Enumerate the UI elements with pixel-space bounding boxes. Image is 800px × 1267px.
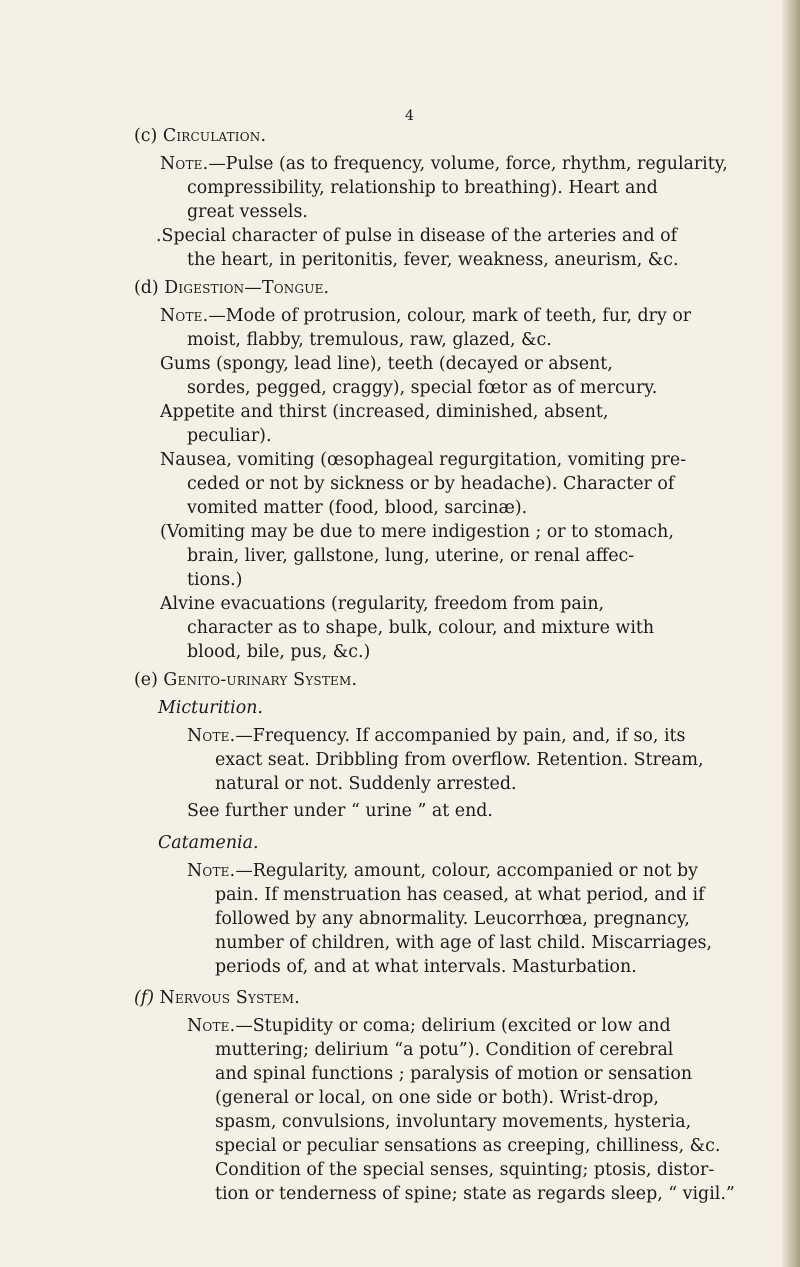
- text-line: Gums (spongy, lead line), teeth (decayed or absent,: [160, 354, 613, 374]
- page-edge: [782, 0, 800, 1267]
- text-line: number of children, with age of last child. Miscarriages,: [215, 933, 713, 953]
- text-line: Nausea, vomiting (œsophageal regurgitation, vomiting pre-: [160, 450, 687, 470]
- text-line: periods of, and at what intervals. Masturbation.: [215, 957, 637, 977]
- text-line: [187, 863, 698, 880]
- section-title: Genito-urinary System.: [163, 670, 358, 690]
- text-line: compressibility, relationship to breathing). Heart and: [187, 178, 658, 198]
- text-line: [160, 308, 691, 325]
- text-line: followed by any abnormality. Leucorrhœa, pregnancy,: [215, 909, 690, 929]
- text-line: pain. If menstruation has ceased, at what period, and if: [215, 885, 705, 905]
- text-line: the heart, in peritonitis, fever, weakness, aneurism, &c.: [187, 250, 679, 270]
- text-line: .Special character of pulse in disease of the arteries and of: [156, 226, 678, 246]
- note-text: —Frequency. If accompanied by pain, and, if so, its: [235, 726, 686, 746]
- text-line: moist, flabby, tremulous, raw, glazed, &c.: [187, 330, 552, 350]
- text-line: Alvine evacuations (regularity, freedom from pain,: [160, 594, 605, 614]
- text-line: (Vomiting may be due to mere indigestion ; or to stomach,: [160, 522, 674, 542]
- text-line: special or peculiar sensations as creeping, chilliness, &c.: [215, 1136, 721, 1156]
- text-line: character as to shape, bulk, colour, and mixture with: [187, 618, 655, 638]
- text-line: exact seat. Dribbling from overflow. Retention. Stream,: [215, 750, 704, 770]
- note-text: —Mode of protrusion, colour, mark of teeth, fur, dry or: [208, 306, 692, 326]
- section-c-heading: [134, 128, 266, 145]
- text-line: (general or local, on one side or both). Wrist-drop,: [215, 1088, 659, 1108]
- text-line: muttering; delirium “a potu”). Condition of cerebral: [215, 1040, 674, 1060]
- section-marker: (f): [134, 988, 155, 1008]
- text-line: natural or not. Suddenly arrested.: [215, 774, 517, 794]
- note-label: Note.: [187, 861, 236, 881]
- note-label: Note.: [160, 306, 209, 326]
- section-marker: (c): [134, 126, 158, 146]
- text-line: and spinal functions ; paralysis of motion or sensation: [215, 1064, 693, 1084]
- note-label: Note.: [160, 154, 209, 174]
- text-line: great vessels.: [187, 202, 308, 222]
- text-line: vomited matter (food, blood, sarcinæ).: [187, 498, 528, 518]
- text-line: peculiar).: [187, 426, 272, 446]
- text-line: Condition of the special senses, squinting; ptosis, distor-: [215, 1160, 715, 1180]
- text-line: sordes, pegged, craggy), special fœtor as of mercury.: [187, 378, 658, 398]
- subsection-title: Micturition.: [158, 698, 263, 718]
- text-line: See further under “ urine ” at end.: [187, 801, 493, 821]
- section-title: Digestion—Tongue.: [164, 278, 330, 298]
- section-title: Circulation.: [162, 126, 267, 146]
- text-line: ceded or not by sickness or by headache). Character of: [187, 474, 675, 494]
- section-title: Nervous System.: [159, 988, 300, 1008]
- text-line: [160, 156, 728, 173]
- subsection-title: Catamenia.: [158, 833, 259, 853]
- text-line: Appetite and thirst (increased, diminished, absent,: [160, 402, 609, 422]
- text-line: tion or tenderness of spine; state as regards sleep, “ vigil.”: [215, 1184, 735, 1204]
- section-marker: (e): [134, 670, 158, 690]
- text-line: brain, liver, gallstone, lung, uterine, or renal affec-: [187, 546, 635, 566]
- note-label: Note.: [187, 726, 236, 746]
- section-d-heading: [134, 280, 329, 297]
- note-text: —Stupidity or coma; delirium (excited or low and: [235, 1016, 671, 1036]
- section-f-heading: [134, 990, 300, 1007]
- text-line: [187, 728, 685, 745]
- note-text: —Regularity, amount, colour, accompanied or not by: [235, 861, 698, 881]
- text-line: tions.): [187, 570, 243, 590]
- text-line: blood, bile, pus, &c.): [187, 642, 371, 662]
- text-line: [187, 1018, 671, 1035]
- note-text: —Pulse (as to frequency, volume, force, rhythm, regularity,: [208, 154, 728, 174]
- page-number: 4: [405, 108, 414, 124]
- section-marker: (d): [134, 278, 159, 298]
- section-e-heading: [134, 672, 357, 689]
- note-label: Note.: [187, 1016, 236, 1036]
- text-line: spasm, convulsions, involuntary movements, hysteria,: [215, 1112, 692, 1132]
